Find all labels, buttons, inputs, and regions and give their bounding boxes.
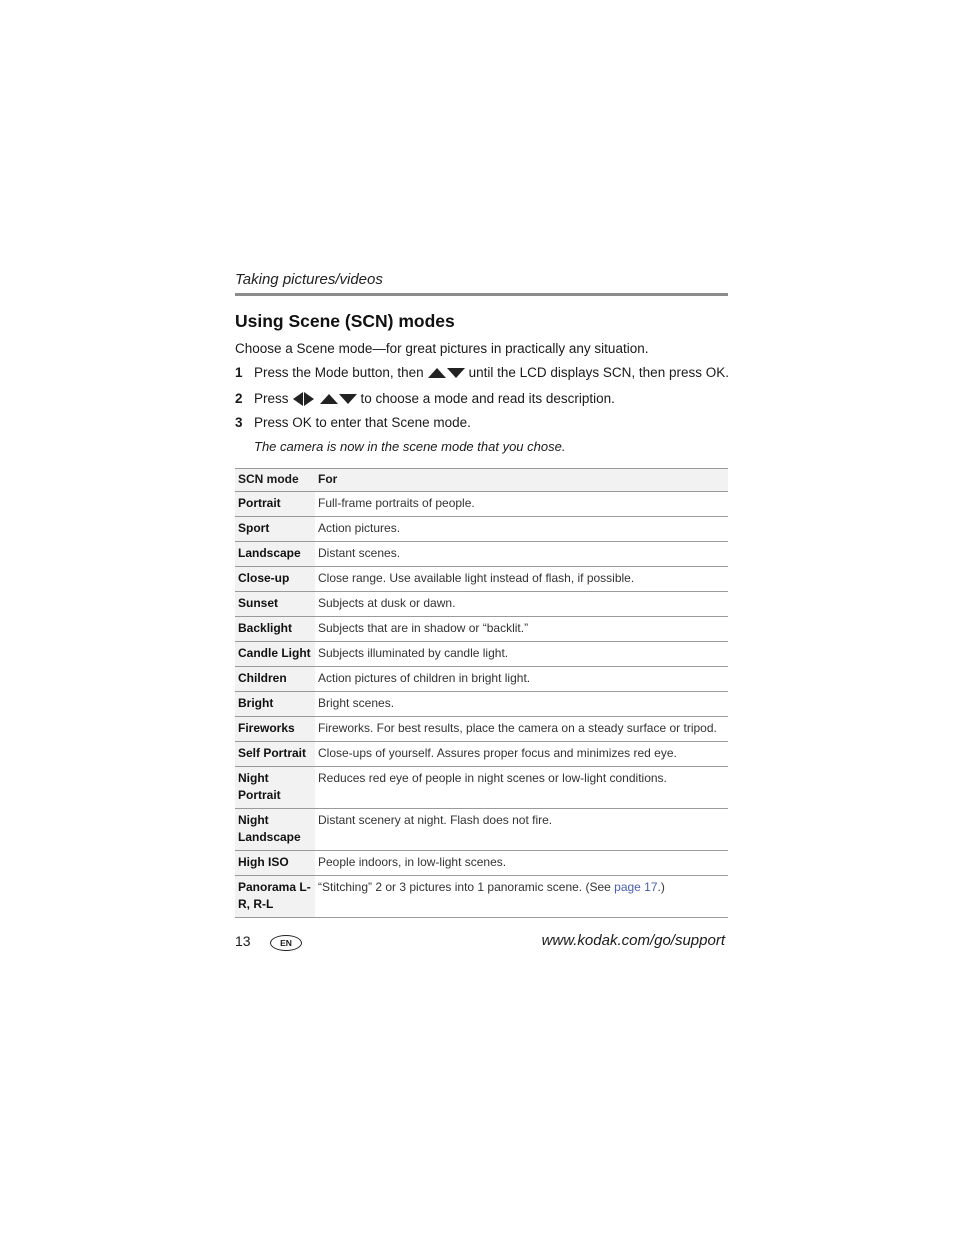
scene-mode-name: Fireworks xyxy=(235,717,315,742)
scene-mode-description: People indoors, in low-light scenes. xyxy=(315,851,728,876)
table-row xyxy=(235,851,728,876)
step-1 xyxy=(235,365,729,380)
scene-mode-description: Close-ups of yourself. Assures proper focus and minimizes red eye. xyxy=(315,742,728,767)
description-text: .) xyxy=(657,880,665,894)
scene-mode-description: Close range. Use available light instead of flash, if possible. xyxy=(315,567,728,592)
right-arrow-icon xyxy=(304,392,314,406)
scene-mode-name: Panorama L-R, R-L xyxy=(235,876,315,918)
support-url: www.kodak.com/go/support xyxy=(541,932,725,949)
page-link[interactable]: page 17 xyxy=(614,880,658,894)
scene-mode-description: Subjects illuminated by candle light. xyxy=(315,642,728,667)
step-3 xyxy=(235,415,471,430)
scene-mode-description: Full-frame portraits of people. xyxy=(315,492,728,517)
step-text: Press xyxy=(254,391,289,406)
scene-mode-description: Subjects at dusk or dawn. xyxy=(315,592,728,617)
table-row xyxy=(235,567,728,592)
step-number: 1 xyxy=(235,365,243,380)
table-row xyxy=(235,742,728,767)
scene-mode-name: Self Portrait xyxy=(235,742,315,767)
section-title: Using Scene (SCN) modes xyxy=(235,311,455,331)
column-header-mode: SCN mode xyxy=(235,469,315,492)
step-text: to choose a mode and read its description. xyxy=(360,391,615,406)
scene-mode-description: Subjects that are in shadow or “backlit.” xyxy=(315,617,728,642)
table-row xyxy=(235,809,728,851)
step-text: Press OK to enter that Scene mode. xyxy=(254,415,471,430)
scene-mode-description: Fireworks. For best results, place the camera on a steady surface or tripod. xyxy=(315,717,728,742)
scene-mode-name: Sport xyxy=(235,517,315,542)
scene-mode-name: Bright xyxy=(235,692,315,717)
table-row xyxy=(235,492,728,517)
scene-modes-table xyxy=(235,468,728,918)
scene-mode-description xyxy=(315,876,728,918)
table-row xyxy=(235,717,728,742)
language-badge: EN xyxy=(270,935,302,951)
table-row xyxy=(235,876,728,918)
scene-mode-description: Bright scenes. xyxy=(315,692,728,717)
scene-mode-name: High ISO xyxy=(235,851,315,876)
down-arrow-icon xyxy=(447,368,465,378)
table-row xyxy=(235,517,728,542)
table-row xyxy=(235,767,728,809)
up-arrow-icon xyxy=(320,394,338,404)
scene-mode-name: Portrait xyxy=(235,492,315,517)
step-text: Press the Mode button, then xyxy=(254,365,424,380)
table-row xyxy=(235,667,728,692)
table-row xyxy=(235,692,728,717)
scene-mode-name: Candle Light xyxy=(235,642,315,667)
scene-mode-name: Night Portrait xyxy=(235,767,315,809)
section-intro: Choose a Scene mode—for great pictures in practically any situation. xyxy=(235,341,649,356)
down-arrow-icon xyxy=(339,394,357,404)
column-header-for: For xyxy=(315,469,728,492)
page-number: 13 xyxy=(235,933,251,949)
step-result: The camera is now in the scene mode that you chose. xyxy=(254,439,566,454)
step-text: until the LCD displays SCN, then press OK. xyxy=(468,365,729,380)
scene-mode-description: Distant scenery at night. Flash does not fire. xyxy=(315,809,728,851)
step-number: 3 xyxy=(235,415,243,430)
step-number: 2 xyxy=(235,391,243,406)
up-arrow-icon xyxy=(428,368,446,378)
scene-mode-name: Night Landscape xyxy=(235,809,315,851)
running-head: Taking pictures/videos xyxy=(235,271,383,288)
table-row xyxy=(235,592,728,617)
scene-mode-name: Backlight xyxy=(235,617,315,642)
table-header-row xyxy=(235,469,728,492)
scene-mode-name: Children xyxy=(235,667,315,692)
description-text: “Stitching” 2 or 3 pictures into 1 panoramic scene. (See xyxy=(318,880,615,894)
header-rule xyxy=(235,293,728,296)
table-row xyxy=(235,542,728,567)
step-2 xyxy=(235,391,615,406)
scene-mode-name: Sunset xyxy=(235,592,315,617)
left-arrow-icon xyxy=(293,392,303,406)
scene-mode-description: Action pictures. xyxy=(315,517,728,542)
scene-mode-name: Close-up xyxy=(235,567,315,592)
table-row xyxy=(235,617,728,642)
scene-mode-description: Reduces red eye of people in night scenes or low-light conditions. xyxy=(315,767,728,809)
table-row xyxy=(235,642,728,667)
scene-mode-description: Action pictures of children in bright light. xyxy=(315,667,728,692)
scene-mode-name: Landscape xyxy=(235,542,315,567)
scene-mode-description: Distant scenes. xyxy=(315,542,728,567)
